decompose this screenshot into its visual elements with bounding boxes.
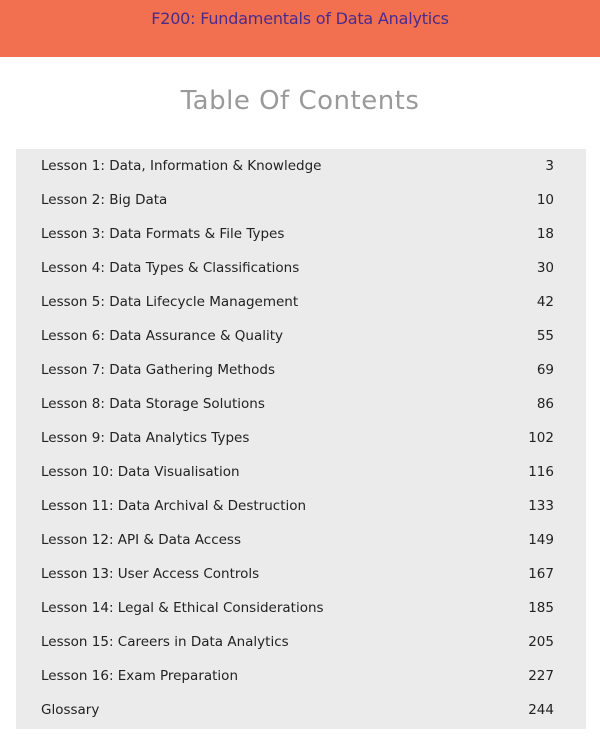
toc-entry-page: 55 — [536, 328, 554, 344]
course-title: F200: Fundamentals of Data Analytics — [151, 9, 449, 28]
toc-entry-title: Lesson 12: API & Data Access — [41, 532, 241, 548]
toc-entry-title: Lesson 3: Data Formats & File Types — [41, 226, 285, 242]
toc-entry-title: Lesson 10: Data Visualisation — [41, 464, 240, 480]
toc-entry[interactable] — [16, 217, 586, 251]
toc-entry-page: 86 — [536, 396, 554, 412]
toc-entry[interactable] — [16, 455, 586, 489]
toc-entry[interactable] — [16, 251, 586, 285]
toc-entry-page: 244 — [528, 702, 554, 718]
toc-entry[interactable] — [16, 421, 586, 455]
toc-entry-title: Lesson 7: Data Gathering Methods — [41, 362, 275, 378]
toc-entry[interactable] — [16, 591, 586, 625]
toc-entry[interactable] — [16, 523, 586, 557]
toc-entry-title: Lesson 1: Data, Information & Knowledge — [41, 158, 322, 174]
toc-entry-page: 69 — [536, 362, 554, 378]
toc-entry-page: 185 — [528, 600, 554, 616]
toc-entry-title: Lesson 15: Careers in Data Analytics — [41, 634, 289, 650]
toc-entry-page: 227 — [528, 668, 554, 684]
toc-entry-page: 3 — [545, 158, 554, 174]
toc-entry-title: Glossary — [41, 702, 100, 718]
toc-entry[interactable] — [16, 285, 586, 319]
toc-entry-title: Lesson 13: User Access Controls — [41, 566, 260, 582]
toc-entry[interactable] — [16, 625, 586, 659]
toc-entry[interactable] — [16, 557, 586, 591]
toc-entry[interactable] — [16, 149, 586, 183]
toc-entry-title: Lesson 8: Data Storage Solutions — [41, 396, 265, 412]
toc-entry-page: 149 — [528, 532, 554, 548]
toc-entry-page: 42 — [536, 294, 554, 310]
toc-entry-page: 205 — [528, 634, 554, 650]
toc-entry[interactable] — [16, 319, 586, 353]
toc-entry-title: Lesson 6: Data Assurance & Quality — [41, 328, 284, 344]
toc-entry-title: Lesson 4: Data Types & Classifications — [41, 260, 300, 276]
toc-entry-title: Lesson 14: Legal & Ethical Considerations — [41, 600, 324, 616]
toc-entry-title: Lesson 16: Exam Preparation — [41, 668, 239, 684]
toc-heading: Table Of Contents — [180, 86, 420, 116]
toc-entry-page: 30 — [536, 260, 554, 276]
toc-entry-page: 18 — [536, 226, 554, 242]
toc-panel — [16, 149, 586, 729]
toc-entry[interactable] — [16, 659, 586, 693]
toc-entry[interactable] — [16, 489, 586, 523]
toc-entry[interactable] — [16, 387, 586, 421]
toc-entry[interactable] — [16, 693, 586, 727]
toc-entry-page: 116 — [528, 464, 554, 480]
toc-entry-title: Lesson 11: Data Archival & Destruction — [41, 498, 307, 514]
toc-entry-page: 167 — [528, 566, 554, 582]
toc-entry-title: Lesson 2: Big Data — [41, 192, 168, 208]
toc-entry[interactable] — [16, 183, 586, 217]
toc-entry[interactable] — [16, 353, 586, 387]
toc-entry-title: Lesson 5: Data Lifecycle Management — [41, 294, 299, 310]
toc-entry-page: 102 — [528, 430, 554, 446]
toc-entry-title: Lesson 9: Data Analytics Types — [41, 430, 250, 446]
toc-entry-page: 133 — [528, 498, 554, 514]
toc-entry-page: 10 — [536, 192, 554, 208]
page-header — [0, 0, 600, 57]
